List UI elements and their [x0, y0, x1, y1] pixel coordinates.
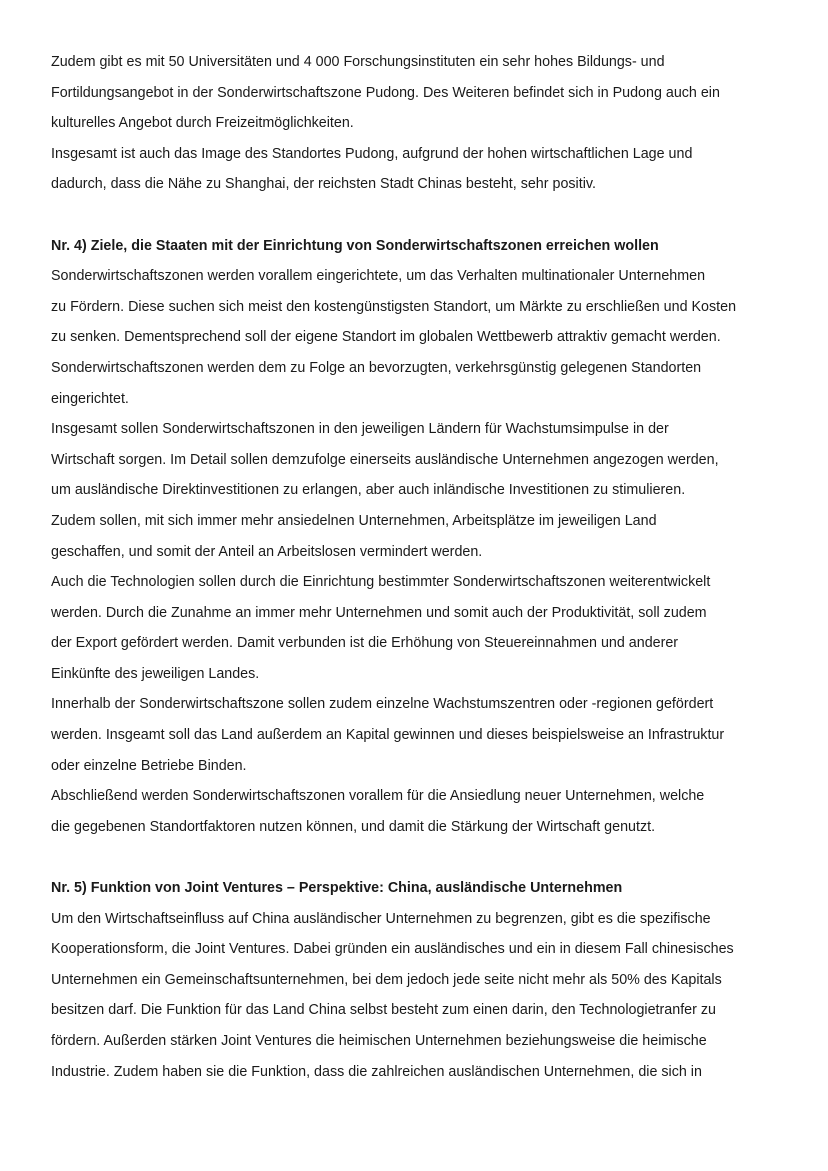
text-line: werden. Insgeamt soll das Land außerdem an Kapital gewinnen und dieses beispielsweise an Infrastruktur	[51, 727, 725, 744]
text-line: fördern. Außerden stärken Joint Ventures die heimischen Unternehmen beziehungsweise die heimische	[51, 1033, 707, 1049]
text-line: Einkünfte des jeweiligen Landes.	[51, 665, 260, 682]
text-line: kulturelles Angebot durch Freizeitmöglichkeiten.	[51, 115, 354, 132]
text-line: eingerichtet.	[51, 390, 129, 407]
paragraph-pudong-summary	[51, 47, 791, 200]
paragraph-spacer	[51, 200, 791, 231]
text-line: zu senken. Dementsprechend soll der eigene Standort im globalen Wettbewerb attraktiv gemacht werden.	[51, 329, 721, 346]
text-line: geschaffen, und somit der Anteil an Arbeitslosen vermindert werden.	[51, 543, 483, 560]
text-line: Unternehmen ein Gemeinschaftsunternehmen, bei dem jedoch jede seite nicht mehr als 50% des Kapitals	[51, 971, 722, 988]
text-line: Insgesamt sollen Sonderwirtschaftszonen in den jeweiligen Ländern für Wachstumsimpulse in der	[51, 421, 669, 438]
text-line: Abschließend werden Sonderwirtschaftszonen vorallem für die Ansiedlung neuer Unternehmen, welche	[51, 788, 705, 805]
text-line: Sonderwirtschaftszonen werden dem zu Folge an bevorzugten, verkehrsgünstig gelegenen Standorten	[51, 359, 702, 376]
text-line: Kooperationsform, die Joint Ventures. Dabei gründen ein ausländisches und ein in diesem Fall chinesisches	[51, 941, 734, 958]
text-line: werden. Durch die Zunahme an immer mehr Unternehmen und somit auch der Produktivität, soll zudem	[51, 604, 707, 621]
text-line: Um den Wirtschaftseinfluss auf China ausländischer Unternehmen zu begrenzen, gibt es die spezifische	[51, 910, 711, 927]
text-line: oder einzelne Betriebe Binden.	[51, 757, 247, 774]
section-4	[51, 231, 791, 843]
text-line: Innerhalb der Sonderwirtschaftszone sollen zudem einzelne Wachstumszentren oder -regionen gefördert	[51, 696, 714, 713]
text-line: Sonderwirtschaftszonen werden vorallem eingerichtete, um das Verhalten multinationaler Unternehmen	[51, 268, 706, 285]
text-line: besitzen darf. Die Funktion für das Land China selbst besteht zum einen darin, den Technologietranfer zu	[51, 1002, 716, 1019]
text-line: um ausländische Direktinvestitionen zu erlangen, aber auch inländische Investitionen zu stimulieren.	[51, 482, 686, 499]
section-4-heading: Nr. 4) Ziele, die Staaten mit der Einrichtung von Sonderwirtschaftszonen erreichen wollen	[51, 237, 659, 254]
document-body	[51, 47, 791, 1087]
text-line: die gegebenen Standortfaktoren nutzen können, und damit die Stärkung der Wirtschaft genutzt.	[51, 818, 656, 835]
paragraph-spacer	[51, 842, 791, 873]
text-line: dadurch, dass die Nähe zu Shanghai, der reichsten Stadt Chinas besteht, sehr positiv.	[51, 176, 596, 193]
text-line: zu Fördern. Diese suchen sich meist den kostengünstigsten Standort, um Märkte zu erschließen und Kosten	[51, 298, 737, 315]
text-line: Insgesamt ist auch das Image des Standortes Pudong, aufgrund der hohen wirtschaftlichen Lage und	[51, 145, 693, 162]
text-line: der Export gefördert werden. Damit verbunden ist die Erhöhung von Steuereinnahmen und anderer	[51, 635, 679, 652]
section-5-heading: Nr. 5) Funktion von Joint Ventures – Perspektive: China, ausländische Unternehmen	[51, 880, 623, 897]
text-line: Wirtschaft sorgen. Im Detail sollen demzufolge einerseits ausländische Unternehmen angezogen werden,	[51, 451, 719, 468]
text-line: Auch die Technologien sollen durch die Einrichtung bestimmter Sonderwirtschaftszonen weiterentwickelt	[51, 574, 711, 591]
text-line: Industrie. Zudem haben sie die Funktion, dass die zahlreichen ausländischen Unternehmen, die sich in	[51, 1063, 702, 1080]
text-line: Zudem sollen, mit sich immer mehr ansiedelnen Unternehmen, Arbeitsplätze im jeweiligen Land	[51, 512, 657, 529]
text-line: Fortildungsangebot in der Sonderwirtschaftszone Pudong. Des Weiteren befindet sich in Pudong auch ein	[51, 84, 720, 101]
text-line: Zudem gibt es mit 50 Universitäten und 4 000 Forschungsinstituten ein sehr hohes Bildungs- und	[51, 54, 665, 70]
section-5	[51, 873, 791, 1087]
